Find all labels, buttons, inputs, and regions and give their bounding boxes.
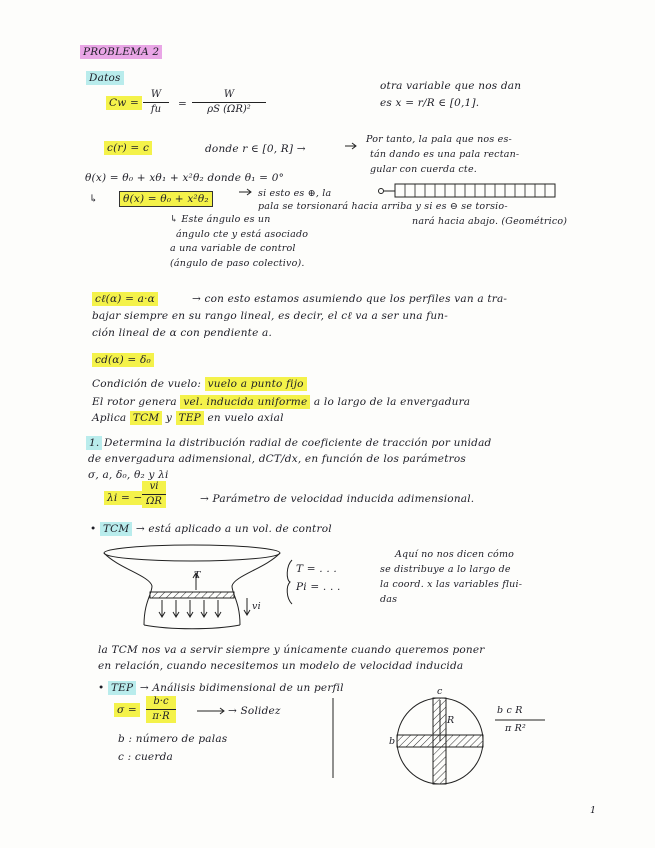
chord-note-2: tán dando es una pala rectan- bbox=[370, 149, 520, 160]
tcm-note-1: Aquí no nos dicen cómo bbox=[395, 549, 515, 560]
rotor-disk-sketch bbox=[397, 698, 545, 784]
solidity-side-den: π R² bbox=[505, 723, 527, 734]
blade-sketch bbox=[379, 184, 556, 197]
angle-note-1: ↳ Este ángulo es un bbox=[170, 214, 271, 225]
lambda-lhs-text: λi = − bbox=[104, 491, 145, 505]
twist-box-text: θ(x) = θ₀ + x²θ₂ bbox=[119, 191, 213, 207]
apply-tep: TEP bbox=[176, 411, 204, 425]
solidity-lhs bbox=[114, 704, 140, 717]
induced-velocity-label: vi bbox=[252, 601, 261, 612]
apply-tcm: TCM bbox=[130, 411, 162, 425]
tcm-conclusion-1: la TCM nos va a servir siempre y únicamente cuando queremos poner bbox=[98, 644, 485, 656]
drag-coef-text: cd(α) = δ₀ bbox=[92, 353, 154, 367]
cw-frac1-den: fu bbox=[150, 104, 162, 115]
cw-frac1-num: W bbox=[150, 89, 162, 100]
page-mark: 1 bbox=[590, 805, 597, 816]
cw-frac2-num: W bbox=[223, 89, 235, 100]
tep-heading bbox=[98, 682, 344, 695]
flight-condition-label: Condición de vuelo: bbox=[92, 378, 202, 390]
lift-note-1: → con esto estamos asumiendo que los perfiles van a tra- bbox=[192, 293, 508, 305]
twist-general: θ(x) = θ₀ + xθ₁ + x²θ₂ donde θ₁ = 0° bbox=[85, 172, 285, 184]
question-line-3: σ, a, δ₀, θ₂ y λi bbox=[88, 469, 169, 481]
solidity-note: → Solidez bbox=[228, 705, 281, 717]
problem-title: PROBLEMA 2 bbox=[80, 45, 162, 59]
solidity-lhs-text: σ = bbox=[114, 703, 140, 717]
question-line-1: Determina la distribución radial de coeficiente de tracción por unidad bbox=[104, 437, 492, 449]
twist-arrow: ↳ bbox=[89, 193, 98, 205]
solidity-side-num: b c R bbox=[497, 705, 523, 716]
angle-note-3: a una variable de control bbox=[170, 243, 296, 254]
lift-note-2: bajar siempre en su rango lineal, es decir, el cℓ va a ser una fun- bbox=[92, 310, 448, 322]
lift-note-3: ción lineal de α con pendiente a. bbox=[92, 327, 273, 339]
rotor-post: a lo largo de la envergadura bbox=[313, 396, 471, 408]
twist-note-1: si esto es ⊕, la bbox=[258, 188, 332, 199]
power-line: Pi = . . . bbox=[296, 581, 341, 593]
tcm-bullet: • bbox=[90, 523, 97, 535]
cw-eq: = bbox=[178, 98, 187, 110]
otra-variable-line2: es x = r/R ∈ [0,1]. bbox=[380, 97, 480, 109]
tep-label: TEP bbox=[108, 681, 136, 695]
tcm-text: → está aplicado a un vol. de control bbox=[135, 523, 332, 535]
tcm-label: TCM bbox=[100, 522, 132, 536]
solidity-num: b·c bbox=[153, 696, 169, 707]
chord-note-1: Por tanto, la pala que nos es- bbox=[366, 134, 512, 145]
disk-label-R: R bbox=[447, 715, 455, 726]
apply-post: en vuelo axial bbox=[207, 412, 284, 424]
tep-text: → Análisis bidimensional de un perfil bbox=[139, 682, 344, 694]
chord-def: c : cuerda bbox=[118, 751, 173, 763]
tcm-note-2: se distribuye a lo largo de bbox=[380, 564, 511, 575]
otra-variable-line1: otra variable que nos dan bbox=[380, 80, 522, 92]
control-volume-sketch bbox=[104, 545, 292, 629]
disk-label-b: b bbox=[389, 736, 396, 747]
twist-note-2: pala se torsionará hacia arriba y si es ⊖ se torsio- bbox=[258, 201, 508, 212]
thrust-line: T = . . . bbox=[296, 563, 337, 575]
apply-pre: Aplica bbox=[92, 412, 127, 424]
angle-note-2: ángulo cte y está asociado bbox=[176, 229, 309, 240]
tep-bullet: • bbox=[98, 682, 105, 694]
connector-arrows bbox=[239, 143, 356, 195]
chord-formula-text: c(r) = c bbox=[104, 141, 152, 155]
disk-label-c: c bbox=[437, 686, 443, 697]
rotor-highlight: vel. inducida uniforme bbox=[180, 395, 310, 409]
question-line-2: de envergadura adimensional, dCT/dx, en función de los parámetros bbox=[88, 453, 466, 465]
chord-note-3: gular con cuerda cte. bbox=[370, 164, 477, 175]
tcm-note-3: la coord. x las variables flui- bbox=[380, 579, 523, 590]
chord-domain: donde r ∈ [0, R] → bbox=[205, 143, 306, 155]
datos-label: Datos bbox=[86, 71, 124, 85]
tcm-note-4: das bbox=[380, 594, 398, 605]
solidity-fraction bbox=[146, 696, 176, 723]
cw-frac2-den: ρS (ΩR)² bbox=[207, 104, 251, 115]
blade-count-def: b : número de palas bbox=[118, 733, 228, 745]
flight-condition-value: vuelo a punto fijo bbox=[205, 377, 307, 391]
lift-coef-text: cℓ(α) = a·α bbox=[92, 292, 158, 306]
rotor-pre: El rotor genera bbox=[92, 396, 177, 408]
solidity-den: π·R bbox=[152, 711, 170, 722]
question-number-text: 1. bbox=[86, 436, 102, 450]
lambda-den: ΩR bbox=[146, 496, 162, 507]
tcm-conclusion-2: en relación, cuando necesitemos un modelo de velocidad inducida bbox=[98, 660, 464, 672]
angle-note-4: (ángulo de paso colectivo). bbox=[170, 258, 305, 269]
apply-y: y bbox=[165, 412, 172, 424]
thrust-label: T bbox=[194, 570, 201, 581]
lambda-note: → Parámetro de velocidad inducida adimensional. bbox=[200, 493, 475, 505]
cw-lhs: Cw = bbox=[106, 96, 142, 110]
lambda-num: vi bbox=[149, 481, 159, 492]
twist-note-3: nará hacia abajo. (Geométrico) bbox=[412, 216, 568, 227]
